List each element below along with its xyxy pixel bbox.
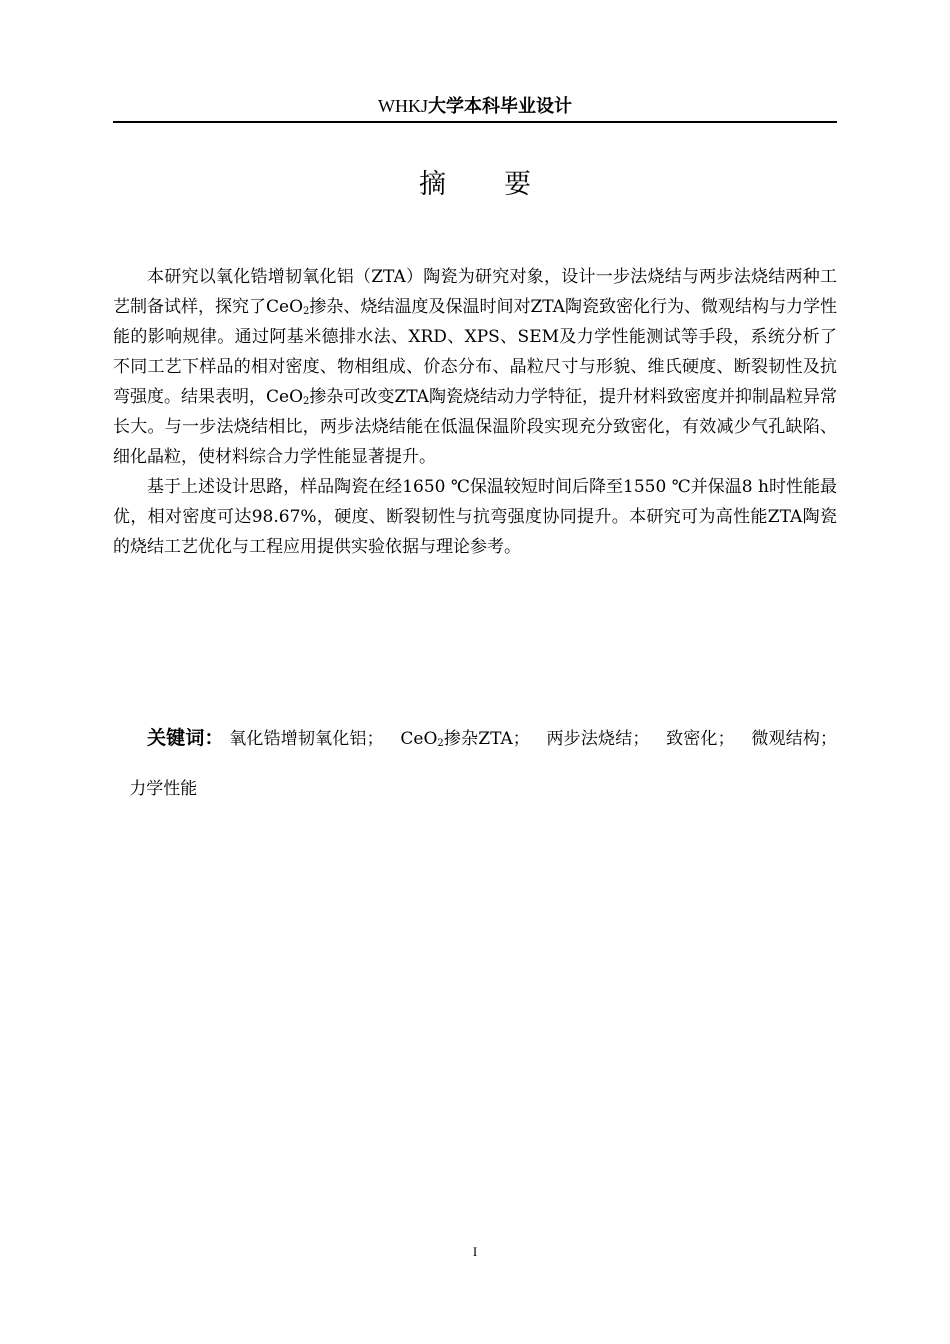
keyword-3: 两步法烧结； xyxy=(546,729,650,749)
keyword-2: 掺杂ZTA； xyxy=(443,729,530,749)
abstract-p1-formula-1: CeO xyxy=(266,297,304,317)
keyword-4: 致密化； xyxy=(666,729,735,749)
page-number: I xyxy=(472,1244,478,1259)
page-title: 摘要 xyxy=(419,169,589,200)
abstract-p1-subscript-1: 2 xyxy=(303,306,310,317)
abstract-paragraph-1 xyxy=(113,262,837,472)
keywords-label: 关键词： xyxy=(147,727,224,749)
running-header xyxy=(113,93,837,120)
abstract-p1-segment-1: 本研究以氧化锆增韧氧化铝（ZTA）陶瓷为研究对象，设计一步法烧结与两步法烧结两种工艺制备试样，探究了 xyxy=(113,267,837,317)
abstract-p1-subscript-2: 2 xyxy=(303,396,310,407)
abstract-p1-formula-2: CeO xyxy=(266,387,304,407)
header-rule xyxy=(113,121,837,123)
keyword-6: 力学性能 xyxy=(129,779,198,799)
abstract-p1-segment-2: 掺杂、烧结温度及保温时间对ZTA陶瓷致密化行为、微观结构与力学性能的影响规律。通过阿基米德排水法、XRD、XPS、SEM及力学性能测试等手段，系统分析了不同工艺下样品的相对密度、物相组成、价态分布、晶粒尺寸与形貌、维氏硬度、断裂韧性及抗弯强度。结果表明， xyxy=(113,297,838,407)
abstract-paragraph-2: 基于上述设计思路，样品陶瓷在经1650 ℃保温较短时间后降至1550 ℃并保温8 h时性能最优，相对密度可达98.67%，硬度、断裂韧性与抗弯强度协同提升。本研究可为高性能ZTA陶瓷的烧结工艺优化与工程应用提供实验依据与理论参考。 xyxy=(113,477,837,557)
keyword-1: 氧化锆增韧氧化铝； xyxy=(229,729,384,749)
keyword-5: 微观结构； xyxy=(751,729,838,749)
abstract-body xyxy=(113,262,837,562)
keyword-2-subscript: 2 xyxy=(437,738,444,749)
keyword-2-formula: CeO xyxy=(400,729,438,749)
abstract-p1-segment-3: 掺杂可改变ZTA陶瓷烧结动力学特征，提升材料致密度并抑制晶粒异常长大。与一步法烧结相比，两步法烧结能在低温保温阶段实现充分致密化，有效减少气孔缺陷、细化晶粒，使材料综合力学性能显著提升。 xyxy=(113,387,838,467)
header-institution: WHKJ xyxy=(378,96,428,116)
keywords-section xyxy=(113,713,837,814)
header-title-suffix: 大学本科毕业设计 xyxy=(428,96,572,117)
